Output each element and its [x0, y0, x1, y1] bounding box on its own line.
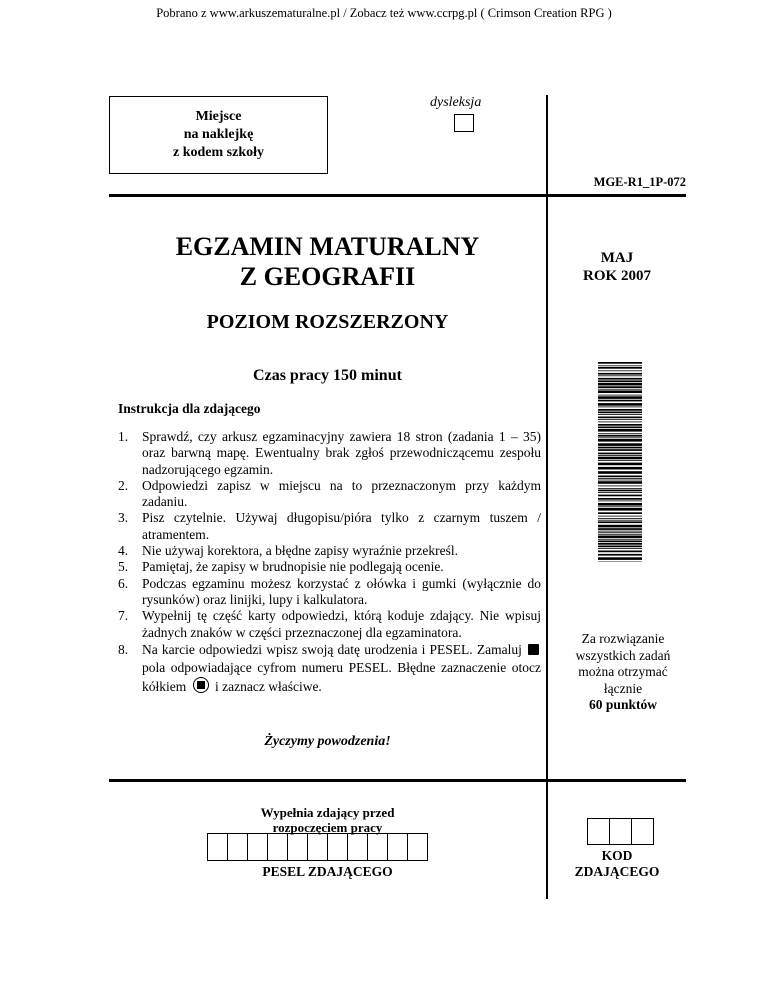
instruction-text: Nie używaj korektora, a błędne zapisy wyraźnie przekreśl.: [142, 543, 458, 559]
exam-month: MAJ: [600, 250, 634, 266]
filled-square-icon: [528, 644, 539, 655]
instructions-list: [118, 429, 541, 696]
dyslexia-label: dysleksja: [430, 95, 482, 110]
fill-before-start-label: [109, 805, 546, 835]
pesel-label: PESEL ZDAJĄCEGO: [262, 864, 393, 879]
instruction-number: 5.: [118, 559, 129, 575]
fill-label-line-2: rozpoczęciem pracy: [272, 820, 383, 835]
max-points-note: [553, 631, 693, 714]
points-total: 60 punktów: [589, 697, 657, 712]
pesel-digit-cell[interactable]: [227, 833, 248, 861]
download-source-note: Pobrano z www.arkuszematuralne.pl / Zobacz też www.ccrpg.pl ( Crimson Creation RPG ): [156, 6, 612, 20]
exam-title: [109, 232, 546, 292]
instructions-heading: Instrukcja dla zdającego: [118, 401, 261, 416]
circled-square-icon: [193, 677, 209, 693]
pesel-digit-cell[interactable]: [247, 833, 268, 861]
instruction-text: Pamiętaj, że zapisy w brudnopisie nie podlegają ocenie.: [142, 559, 444, 575]
instruction-number: 6.: [118, 575, 129, 591]
instruction-number: 2.: [118, 477, 129, 493]
pesel-digit-cell[interactable]: [287, 833, 308, 861]
instruction-item: [118, 608, 541, 641]
sticker-line-2: na naklejkę: [183, 127, 254, 142]
title-line-2: Z GEOGRAFII: [239, 262, 416, 291]
code-digit-cell[interactable]: [609, 818, 632, 845]
candidate-code-label: [548, 848, 686, 880]
good-luck-message: Życzymy powodzenia!: [264, 734, 391, 749]
instruction-text: Pisz czytelnie. Używaj długopisu/pióra tylko z czarnym tuszem / atramentem.: [142, 510, 541, 542]
barcode-graphic: [598, 362, 642, 562]
exam-level: POZIOM ROZSZERZONY: [206, 311, 449, 333]
instruction-text-part-3: i zaznacz właściwe.: [215, 678, 322, 694]
pesel-digit-cell[interactable]: [367, 833, 388, 861]
title-line-1: EGZAMIN MATURALNY: [175, 232, 480, 261]
points-line-4: łącznie: [603, 680, 643, 696]
instruction-text-part-1: Na karcie odpowiedzi wpisz swoją datę urodzenia i PESEL. Zamaluj: [142, 641, 522, 657]
instruction-item: [118, 478, 541, 511]
pesel-digit-cell[interactable]: [407, 833, 428, 861]
instruction-number: 4.: [118, 543, 129, 559]
sticker-line-1: Miejsce: [195, 109, 242, 124]
instruction-item: [118, 510, 541, 543]
points-line-3: można otrzymać: [578, 664, 668, 679]
pesel-digit-cell[interactable]: [387, 833, 408, 861]
instruction-number: 7.: [118, 608, 129, 624]
code-digit-cell[interactable]: [631, 818, 654, 845]
pesel-digit-cell[interactable]: [307, 833, 328, 861]
points-line-2: wszystkich zadań: [575, 647, 671, 663]
pesel-digit-cell[interactable]: [207, 833, 228, 861]
fill-label-line-1: Wypełnia zdający przed: [260, 805, 395, 820]
pesel-digit-cell[interactable]: [267, 833, 288, 861]
instruction-text: Wypełnij tę część karty odpowiedzi, którą koduje zdający. Nie wpisuj żadnych znaków w części przeznaczonej dla egzaminatora.: [142, 608, 541, 640]
school-sticker-box: [109, 96, 328, 174]
exam-year: ROK 2007: [583, 268, 651, 284]
instruction-item: [118, 641, 541, 696]
exam-date: [548, 249, 686, 285]
points-line-1: Za rozwiązanie: [581, 631, 665, 646]
exam-duration: Czas pracy 150 minut: [253, 367, 402, 384]
instruction-item: [118, 576, 541, 609]
instruction-number: 3.: [118, 510, 129, 526]
instruction-text-part-2: pola odpowiadające cyfrom numeru PESEL. Błędne zaznaczenie otocz kółkiem: [142, 659, 541, 694]
sticker-line-3: z kodem szkoły: [173, 145, 264, 160]
kod-label-line-1: KOD: [601, 848, 633, 863]
instruction-item: [118, 543, 541, 559]
dyslexia-checkbox[interactable]: [454, 114, 474, 132]
kod-label-line-2: ZDAJĄCEGO: [574, 864, 660, 879]
pesel-digit-cell[interactable]: [347, 833, 368, 861]
pesel-input-grid[interactable]: [208, 833, 428, 861]
instruction-number: 1.: [118, 429, 129, 444]
instruction-item: [118, 429, 541, 478]
top-divider: [109, 194, 686, 197]
code-digit-cell[interactable]: [587, 818, 610, 845]
bottom-divider: [109, 779, 686, 782]
instruction-text: Odpowiedzi zapisz w miejscu na to przeznaczonym przy każdym zadaniu.: [142, 477, 541, 510]
exam-code: MGE-R1_1P-072: [593, 175, 686, 189]
instruction-text: Podczas egzaminu możesz korzystać z ołówka i gumki (wyłącznie do rysunków) oraz linijki, lupy i kalkulatora.: [142, 575, 541, 607]
instruction-text: Sprawdź, czy arkusz egzaminacyjny zawiera 18 stron (zadania 1 – 35) oraz barwną mapę. Ewentualny brak zgłoś przewodniczącemu zespołu nadzorującego egzamin.: [142, 429, 541, 477]
instruction-item: [118, 559, 541, 575]
instruction-number: 8.: [118, 641, 129, 657]
pesel-digit-cell[interactable]: [327, 833, 348, 861]
candidate-code-grid[interactable]: [588, 818, 654, 845]
